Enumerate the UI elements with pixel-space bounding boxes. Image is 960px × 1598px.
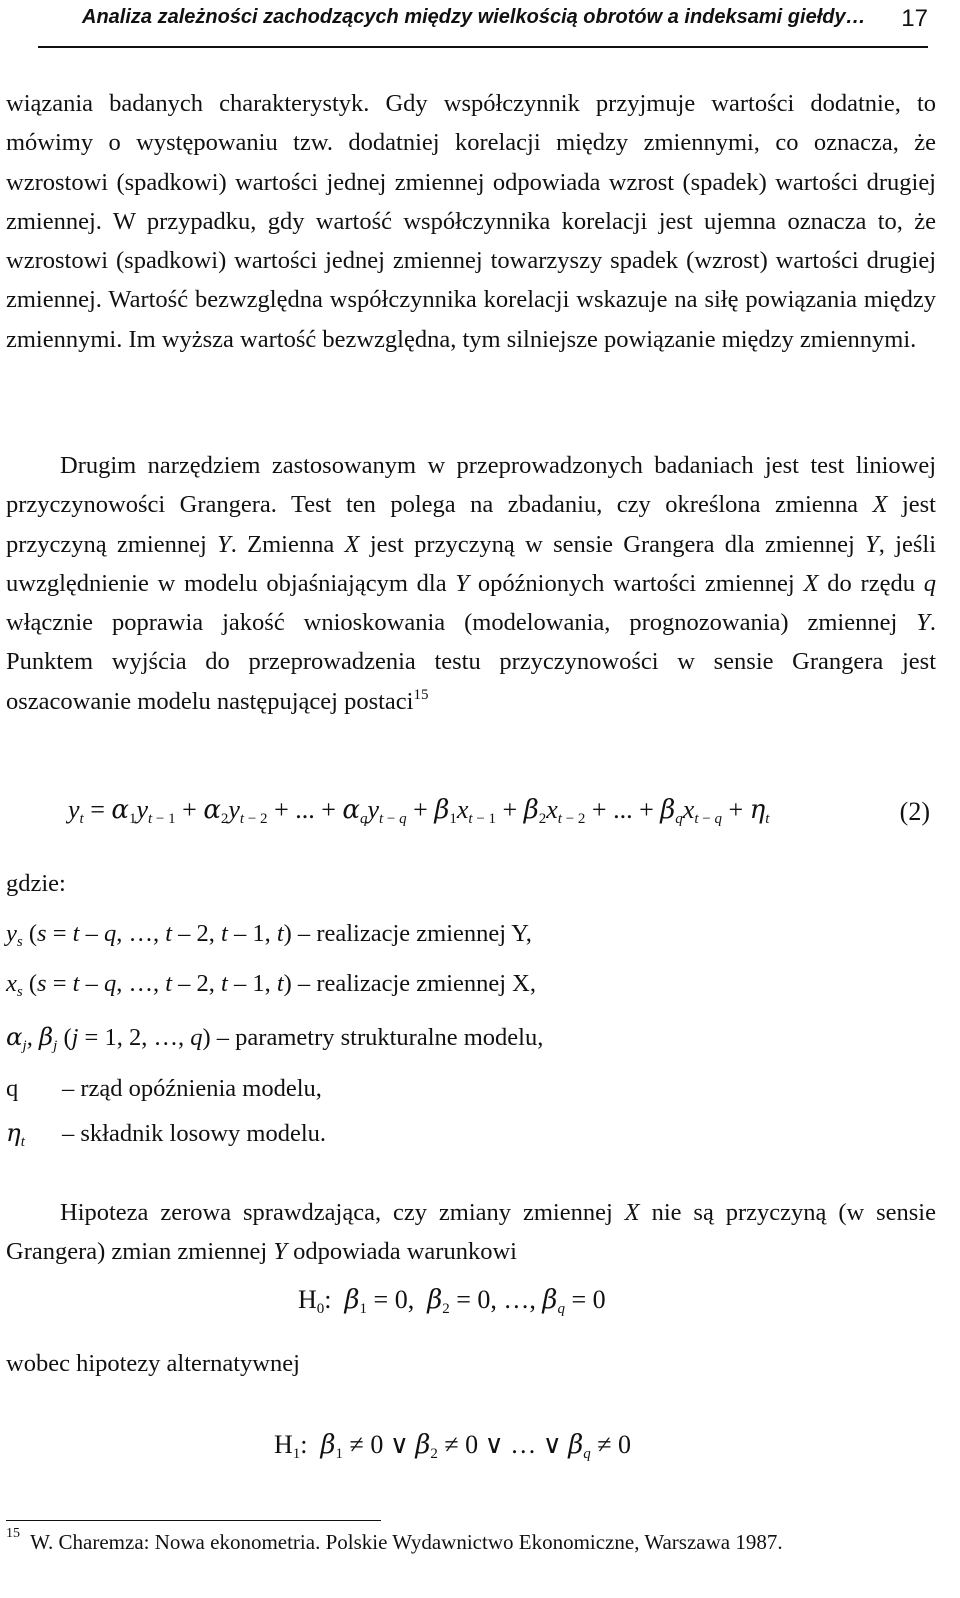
alternative-hypothesis: $H_1$: $\beta_1 \ne 0$ ∨ $\beta_2 \ne 0$ ∨ … ∨ $\beta_q \ne 0$ [274,1430,632,1462]
paragraph-granger: Drugim narzędziem zastosowanym w przeprowadzonych badaniach jest test liniowej przyczynowości Grangera. Test ten polega na zbadaniu, czy określona zmienna X jest przyczyną zmiennej Y. Zmienna X jest przyczyną w sensie Grangera dla zmiennej Y, jeśli uwzględnienie w modelu objaśniającym dla Y opóźnionych wartości zmiennej X do rzędu q włącznie poprawia jakość wnioskowania (modelowania, prognozowania) zmiennej Y. Punktem wyjścia do przeprowadzenia testu przyczynowości w sensie Grangera jest oszacowanie modelu następującej postaci$^{15}$ [6,452,936,715]
definition-ys: $y_s$ (s = t – q, …, t – 2, t – 1, t) – realizacje zmiennej Y, [6,920,532,950]
alternative-intro: wobec hipotezy alternatywnej [6,1350,300,1377]
definition-params: $\alpha_j$, $\beta_j$ (j = 1, 2, …, q) – parametry strukturalne modelu, [6,1022,544,1054]
running-header [38,0,928,48]
footnote-rule [6,1520,381,1521]
paragraph-null-hypothesis: Hipoteza zerowa sprawdzająca, czy zmiany zmiennej X nie są przyczyną (w sensie Grangera) zmian zmiennej Y odpowiada warunkowi [6,1199,936,1266]
granger-equation: $y_t = \alpha_1y_{t - 1} + \alpha_2y_{t - 2}$ + ... + $\alpha_qy_{t - q} + \beta_1x_{t - 1} + \beta_2x_{t - 2}$ + ... + $\beta_qx_{t - q} + \eta_t$ [68,795,770,827]
where-label: gdzie: [6,870,66,897]
paragraph-correlation: wiązania badanych charakterystyk. Gdy współczynnik przyjmuje wartości dodatnie, to mówimy o występowaniu tzw. dodatniej korelacji między zmiennymi, co oznacza, że wzrostowi (spadkowi) wartości jednej zmiennej odpowiada wzrost (spadek) wartości drugiej zmiennej. W przypadku, gdy wartość współczynnika korelacji jest ujemna oznacza to, że wzrostowi (spadkowi) wartości jednej zmiennej towarzyszy spadek (wzrost) wartości drugiej zmiennej. Wartość bezwzględna współczynnika korelacji wskazuje na siłę powiązania między zmiennymi. Im wyższa wartość bezwzględna, tym silniejsze powiązanie między zmiennymi. [6,90,936,353]
page-number: 17 [901,5,928,32]
null-hypothesis: $H_0$: $\beta_1 = 0$, $\beta_2 = 0$, …, $\beta_q = 0$ [298,1285,606,1317]
footnote: $^{15}$ W. Charemza: Nowa ekonometria. Polskie Wydawnictwo Ekonomiczne, Warszawa 1987. [6,1526,783,1554]
running-header-title: Analiza zależności zachodzących między wielkością obrotów a indeksami giełdy… [82,6,866,28]
definition-q: q – rząd opóźnienia modelu, [6,1075,322,1102]
equation-number: (2) [899,797,930,826]
footnote-reference: 15 [413,686,429,703]
definition-xs: $x_s$ (s = t – q, …, t – 2, t – 1, t) – realizacje zmiennej X, [6,970,536,1000]
definition-eta: $\eta_t$ – składnik losowy modelu. [6,1118,327,1150]
